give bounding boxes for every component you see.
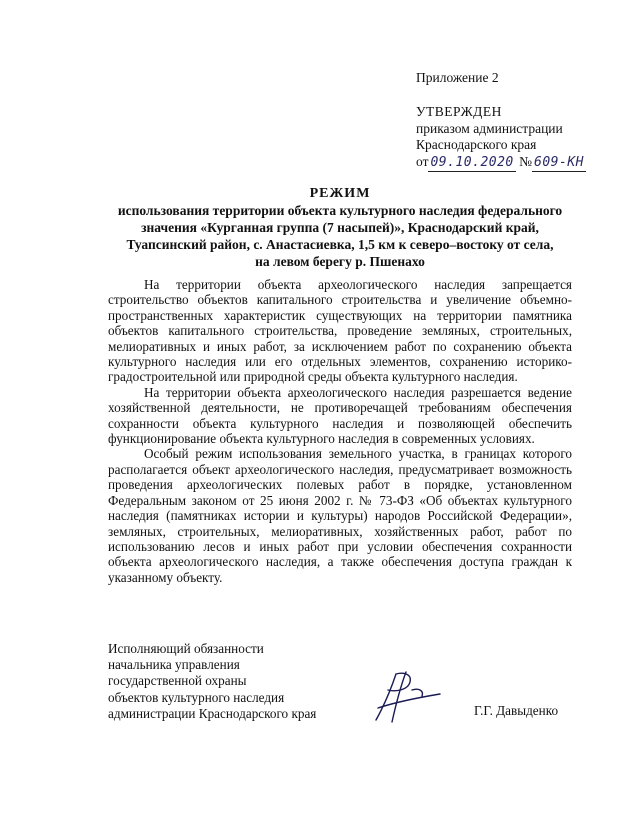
handwritten-date: 09.10.2020	[428, 155, 515, 173]
title-heading: РЕЖИМ	[309, 186, 371, 201]
document-title	[100, 185, 580, 270]
position-line-3: государственной охраны	[108, 673, 247, 689]
document-body	[108, 277, 572, 585]
appendix-label: Приложение 2	[416, 70, 499, 85]
paragraph-special-regime: Особый режим использования земельного участка, в границах которого располагается объект археологического наследия, предусматривает возможность проведения археологических полевых работ в порядке, установленном Федеральным законом от 25 июня 2002 г. № 73-ФЗ «Об объектах культурного наследия (памятниках истории и культуры) народов Российской Федерации», земляных, строительных, мелиоративных, хозяйственных работ, работ по использованию лесов и иных работ при условии обеспечения сохранности объекта археологического наследия, а также обеспечения доступа граждан к указанному объекту.	[108, 446, 572, 585]
order-line-2: Краснодарского края	[416, 137, 537, 152]
signatory-position	[108, 641, 316, 722]
title-line-4: на левом берегу р. Пшенахо	[255, 254, 425, 269]
signer-name: Г.Г. Давыденко	[474, 703, 559, 718]
paragraph-prohibitions: На территории объекта археологического наследия запрещается строительство объектов капитального строительства и увеличение объемно-пространственных характеристик существующих на территории памятника объектов капитального строительства, проведение земляных, строительных, мелиоративных и иных работ, за исключением работ по сохранению объекта культурного наследия или его отдельных элементов, сохранению историко-градостроительной или природной среды объекта культурного наследия.	[108, 277, 572, 385]
paragraph-permitted: На территории объекта археологического наследия разрешается ведение хозяйственной деятельности, не противоречащей требованиям обеспечения сохранности объекта культурного наследия и позволяющей обеспечить функционирование объекта культурного наследия в современных условиях.	[108, 384, 572, 447]
order-line-1: приказом администрации	[416, 120, 563, 136]
order-date-number-line	[416, 154, 586, 173]
title-line-3: Туапсинский район, с. Анастасиевка, 1,5 км к северо–востоку от села,	[126, 237, 554, 252]
title-line-2: значения «Курганная группа (7 насыпей)», Краснодарский край,	[141, 220, 539, 235]
title-line-1: использования территории объекта культурного наследия федерального	[117, 203, 563, 218]
position-line-1: Исполняющий обязанности	[108, 641, 264, 656]
date-prefix: от	[416, 153, 429, 169]
position-line-5: администрации Краснодарского края	[108, 705, 317, 721]
number-prefix: №	[519, 153, 533, 169]
approval-stamp-block	[416, 104, 586, 172]
handwritten-signature-icon	[366, 668, 446, 726]
approved-heading: УТВЕРЖДЕН	[416, 104, 502, 119]
handwritten-number: 609-КН	[532, 155, 586, 173]
position-line-4: объектов культурного наследия	[108, 689, 285, 705]
position-line-2: начальника управления	[108, 657, 240, 673]
